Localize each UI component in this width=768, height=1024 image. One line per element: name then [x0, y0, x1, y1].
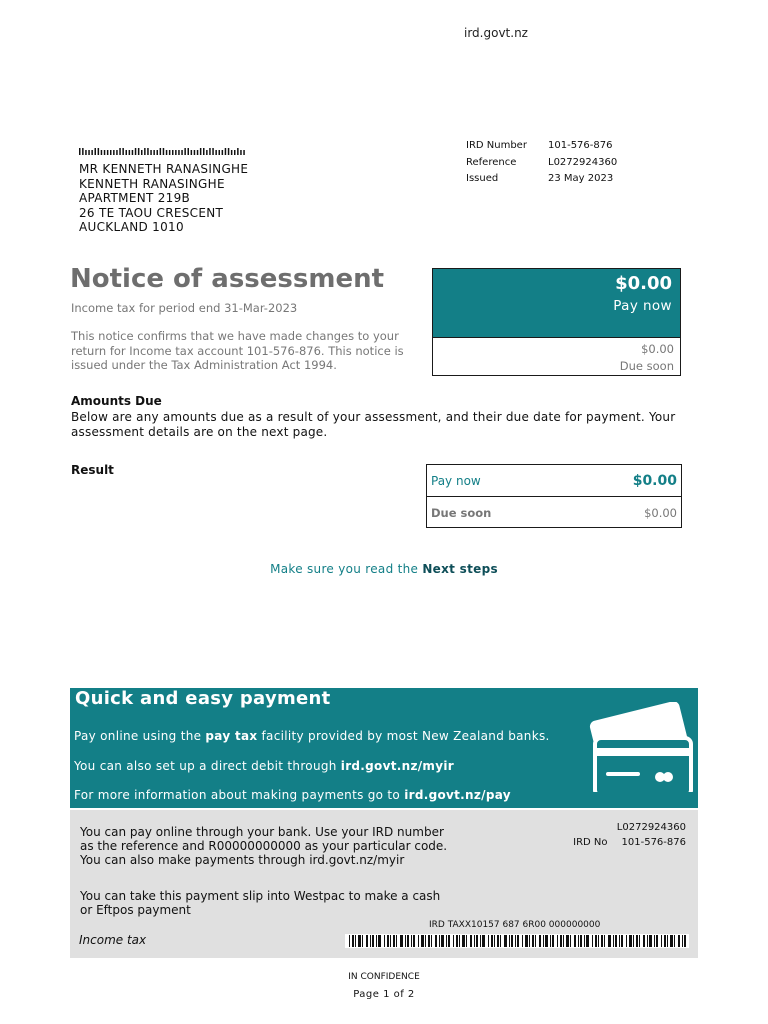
result-label: Pay now — [431, 473, 481, 488]
next-steps-note — [0, 562, 768, 576]
pay-summary-box — [432, 268, 681, 376]
pay-now-panel — [433, 269, 680, 337]
table-row — [427, 465, 681, 497]
slip-tax-type: Income tax — [79, 933, 147, 947]
ird-number-label: IRD Number — [466, 140, 527, 151]
myir-link[interactable]: ird.govt.nz/myir — [340, 759, 454, 773]
issued-label: Issued — [466, 173, 499, 184]
address-line: KENNETH RANASINGHE — [79, 176, 225, 191]
quick-payment-banner — [70, 688, 698, 808]
payment-slip — [70, 810, 698, 958]
next-steps-link[interactable]: Next steps — [422, 562, 498, 576]
slip-reference-value: L0272924360 — [616, 822, 686, 833]
credit-card-icon — [574, 702, 694, 792]
period-subtitle: Income tax for period end 31-Mar-2023 — [71, 301, 298, 315]
postal-barcode — [79, 148, 245, 155]
due-soon-label: Due soon — [619, 358, 674, 373]
line-text: For more information about making payments go to — [74, 788, 405, 802]
line-text: facility provided by most New Zealand banks. — [257, 729, 550, 743]
payment-barcode — [345, 934, 689, 948]
site-url: ird.govt.nz — [464, 26, 528, 40]
pay-info-link[interactable]: ird.govt.nz/pay — [404, 788, 511, 802]
slip-ird-label: IRD No — [573, 837, 608, 848]
reference-value: L0272924360 — [548, 156, 618, 168]
due-soon-panel — [433, 337, 680, 374]
notice-body: This notice confirms that we have made changes to your return for Income tax account 101-576-876. This notice is issued under the Tax Administration Act 1994. — [71, 329, 404, 372]
quick-payment-title: Quick and easy payment — [75, 688, 331, 709]
result-table — [426, 464, 682, 528]
page-number: Page 1 of 2 — [353, 989, 415, 1000]
pay-online-line — [74, 729, 550, 743]
amounts-due-text: Below are any amounts due as a result of your assessment, and their due date for payment. Your assessment details are on the next page. — [71, 410, 676, 439]
slip-reference — [573, 820, 686, 850]
pay-tax-link[interactable]: pay tax — [205, 729, 258, 743]
address-line: APARTMENT 219B — [79, 191, 191, 205]
confidential-label: IN CONFIDENCE — [348, 972, 420, 982]
pay-now-amount: $0.00 — [615, 273, 672, 294]
recipient-address — [79, 162, 248, 235]
issued-value: 23 May 2023 — [548, 173, 614, 184]
more-info-line — [74, 788, 511, 802]
slip-westpac-text: You can take this payment slip into Westpac to make a cash or Eftpos payment — [80, 889, 441, 917]
pay-now-label: Pay now — [613, 298, 672, 314]
ird-number-value: 101-576-876 — [548, 140, 613, 151]
result-heading: Result — [71, 463, 114, 477]
slip-online-text: You can pay online through your bank. Use your IRD number as the reference and R00000000000 as your particular code. You can also make payments through ird.govt.nz/myir — [80, 825, 448, 867]
result-value: $0.00 — [644, 505, 677, 520]
result-label: Due soon — [431, 505, 492, 520]
direct-debit-line — [74, 759, 454, 773]
next-steps-prefix: Make sure you read the — [270, 562, 423, 576]
amounts-due-heading: Amounts Due — [71, 394, 162, 408]
slip-code-line: IRD TAXX10157 687 6R00 000000000 — [429, 920, 601, 930]
page-title: Notice of assessment — [70, 264, 385, 294]
address-line: MR KENNETH RANASINGHE — [79, 162, 249, 176]
table-row — [427, 497, 681, 528]
document-meta — [466, 138, 617, 188]
result-value: $0.00 — [632, 472, 677, 489]
slip-ird-value: 101-576-876 — [621, 837, 686, 848]
address-line: 26 TE TAOU CRESCENT — [79, 205, 224, 220]
address-line: AUCKLAND 1010 — [79, 220, 184, 234]
due-soon-amount: $0.00 — [641, 342, 674, 356]
line-text: Pay online using the — [74, 729, 206, 743]
reference-label: Reference — [466, 156, 517, 168]
line-text: You can also set up a direct debit through — [74, 759, 341, 773]
